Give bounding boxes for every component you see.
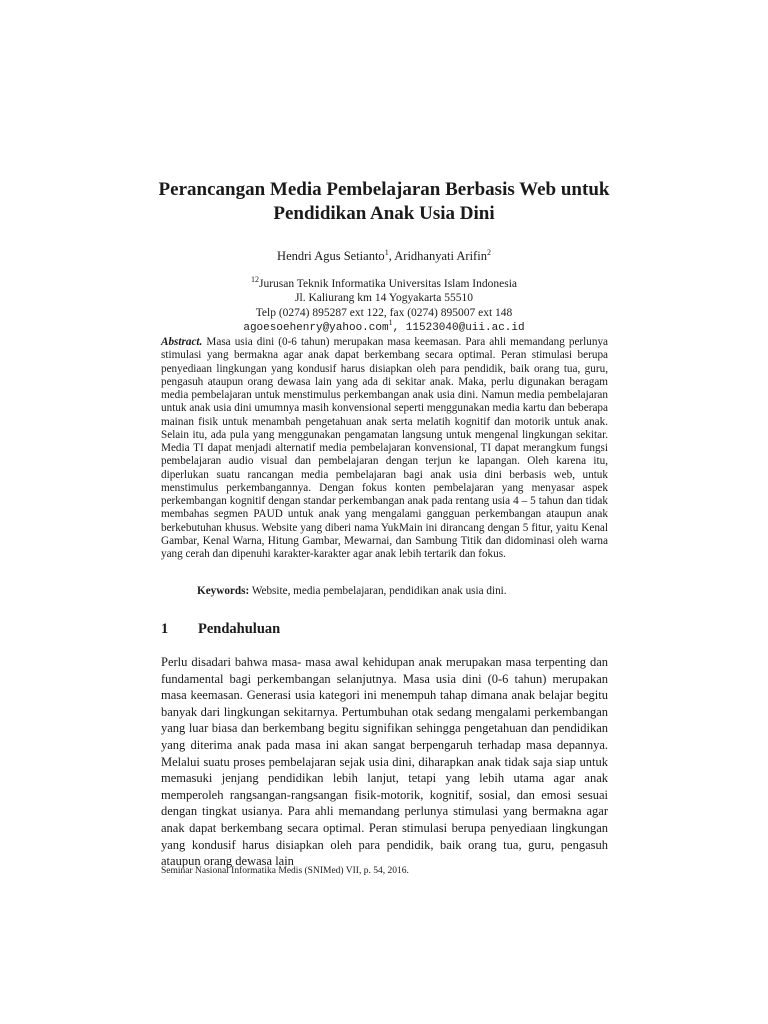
title-line-1: Perancangan Media Pembelajaran Berbasis Web untuk xyxy=(158,179,610,200)
email-1: agoesoehenry@yahoo.com xyxy=(243,322,389,335)
author-separator: , xyxy=(388,249,395,263)
title-line-2: Pendidikan Anak Usia Dini xyxy=(273,203,495,224)
author-1: Hendri Agus Setianto xyxy=(277,249,385,263)
section-number: 1 xyxy=(161,621,169,637)
body-paragraph: Perlu disadari bahwa masa- masa awal kehidupan anak merupakan masa terpenting dan fundamental bagi perkembangan selanjutnya. Masa usia dini (0-6 tahun) merupakan masa keemasan. Generasi usia kategori ini menempuh tahap dimana anak belajar begitu banyak dari lingkungan sekitarnya. Pertumbuhan otak sedang mengalami perkembangan yang luar biasa dan berkembang begitu signifikan sehingga pengetahuan dan pendidikan yang diterima anak pada masa ini akan sangat berpengaruh terhadap masa depannya. Melalui suatu proses pembelajaran sejak usia dini, diharapkan anak tidak saja siap untuk memasuki jenjang pendidikan lebih lanjut, tetapi yang lebih utama agar anak memperoleh rangsangan-rangsangan fisik-motorik, kognitif, sosial, dan emosi sesuai dengan tingkat usianya. Para ahli memandang perlunya stimulasi yang bermakna agar anak dapat berkembang secara optimal. Peran stimulasi berupa penyediaan lingkungan yang kondusif harus disiapkan oleh para pendidik, baik orang tua, guru, pengasuh ataupun orang dewasa lain xyxy=(161,655,608,869)
affiliation-emails xyxy=(130,320,638,335)
author-2-superscript: 2 xyxy=(486,247,491,257)
paper-title xyxy=(130,178,638,226)
abstract-text: Masa usia dini (0-6 tahun) merupakan masa keemasan. Para ahli memandang perlunya stimulasi yang bermakna agar anak dapat berkembang secara optimal. Peran stimulasi berupa penyediaan lingkungan yang kondusif harus disiapkan oleh para pendidik, baik orang tua, guru, pengasuh ataupun orang dewasa lain yang ada di sekitar anak. Maka, perlu digunakan beragam media pembelajaran untuk menstimulus perkembangan anak usia dini. Namun media pembelajaran untuk anak usia dini umumnya masih konvensional seperti menggunakan media kartu dan beberapa mainan fisik untuk menambah pengetahuan anak serta melatih kognitif dan motorik untuk anak. Selain itu, ada pula yang menggunakan pengamatan langsung untuk mengenal lingkungan sekitar. Media TI dapat menjadi alternatif media pembelajaran konvensional, TI dapat merangkum fungsi pembelajaran audio visual dan pembelajaran dengan terjun ke lapangan. Oleh karena itu, diperlukan suatu rancangan media pembelajaran bagi anak usia dini berbasis web, untuk menstimulus perkembangannya. Dengan fokus konten pembelajaran yang menyasar aspek perkembangan kognitif dengan standar perkembangan anak pada rentang usia 4 – 5 tahun dan tidak membahas segmen PAUD untuk anak yang mengalami gangguan perkembangan ataupun anak berkebutuhan khusus. Website yang diberi nama YukMain ini dirancang dengan 5 fitur, yaitu Kenal Gambar, Kenal Warna, Hitung Gambar, Mewarnai, dan Sambung Titik dan didominasi oleh warna yang cerah dan dipenuhi karakter-karakter agar anak lebih tertarik dan fokus. xyxy=(161,336,608,560)
keywords xyxy=(197,584,608,598)
author-list xyxy=(130,248,638,264)
email-2: , 11523040@uii.ac.id xyxy=(392,322,525,335)
keywords-label: Keywords: xyxy=(197,585,250,597)
affiliation-phone: Telp (0274) 895287 ext 122, fax (0274) 895007 ext 148 xyxy=(255,306,513,319)
abstract xyxy=(161,336,608,561)
section-title: Pendahuluan xyxy=(198,621,281,637)
affiliation-address: Jl. Kaliurang km 14 Yogyakarta 55510 xyxy=(295,292,473,305)
section-heading xyxy=(161,620,608,638)
abstract-label: Abstract. xyxy=(161,336,203,348)
author-1-superscript: 1 xyxy=(384,247,389,257)
affiliation-block xyxy=(130,277,638,336)
page-footer: Seminar Nasional Informatika Medis (SNIMed) VII, p. 54, 2016. xyxy=(161,866,409,876)
email-1-superscript: 1 xyxy=(388,318,393,328)
keywords-text: Website, media pembelajaran, pendidikan anak usia dini. xyxy=(251,585,507,597)
affiliation-superscript: 12 xyxy=(251,275,259,285)
author-2: Aridhanyati Arifin xyxy=(394,249,487,263)
affiliation-line-1 xyxy=(130,277,638,291)
affiliation-name: Jurusan Teknik Informatika Universitas Islam Indonesia xyxy=(259,278,517,290)
